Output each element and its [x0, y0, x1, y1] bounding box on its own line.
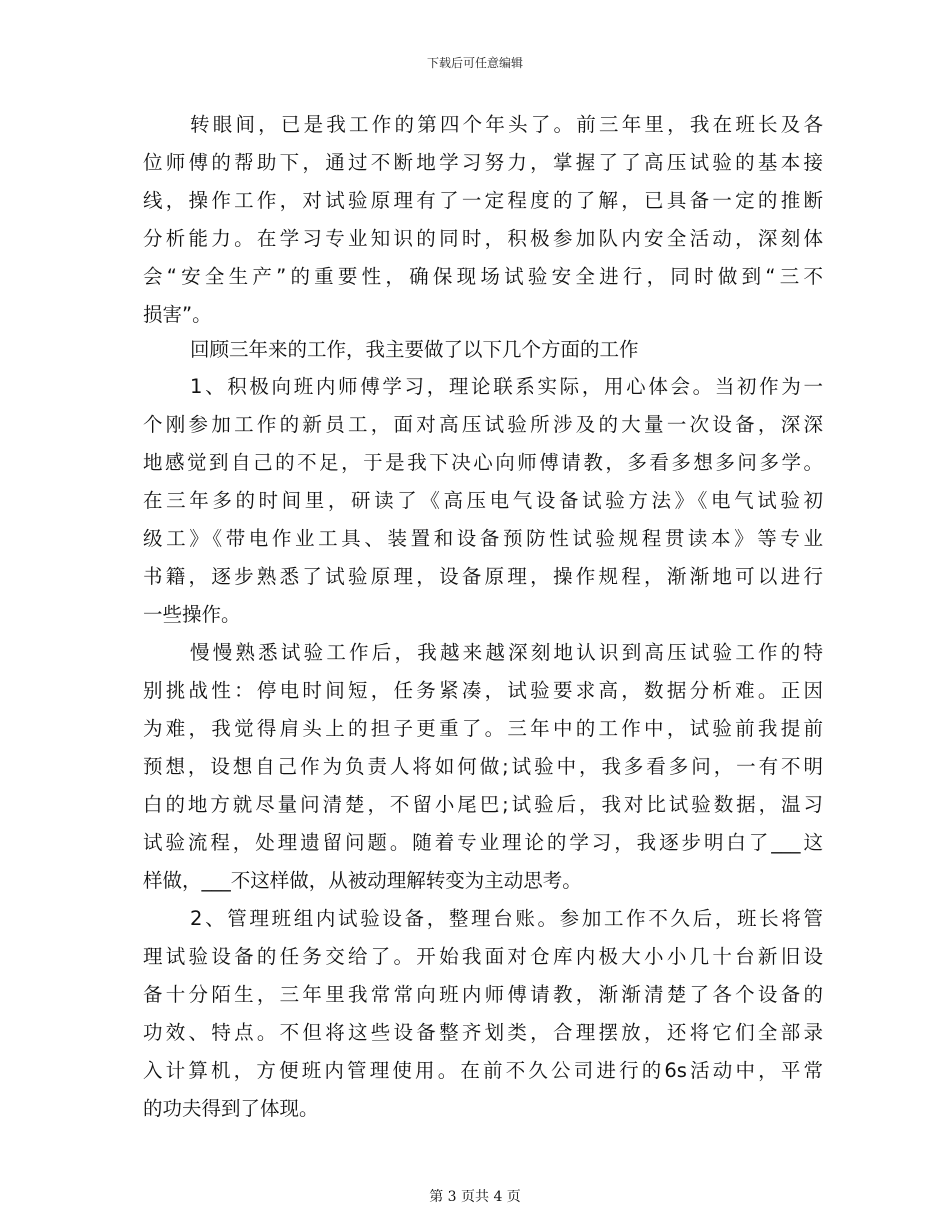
text-line: 试验流程，处理遗留问题。随着专业理论的学习，我逐步明白了___这	[143, 831, 823, 854]
text-line: 在三年多的时间里，研读了《高压电气设备试验方法》《电气试验初	[143, 489, 823, 512]
text-line: 功效、特点。不但将这些设备整齐划类，合理摆放，还将它们全部录	[143, 1021, 823, 1044]
text-line: 转眼间，已是我工作的第四个年头了。前三年里，我在班长及各	[190, 113, 823, 136]
text-line: 一些操作。	[143, 603, 241, 626]
text-line: 损害”。	[143, 303, 212, 326]
text-line: 线，操作工作，对试验原理有了一定程度的了解，已具备一定的推断	[143, 189, 823, 212]
text-line: 1、积极向班内师傅学习，理论联系实际，用心体会。当初作为一	[190, 375, 823, 398]
text-line: 备十分陌生，三年里我常常向班内师傅请教，渐渐清楚了各个设备的	[143, 983, 823, 1006]
text-line: 书籍，逐步熟悉了试验原理，设备原理，操作规程，渐渐地可以进行	[143, 565, 823, 588]
page-header: 下载后可任意编辑	[426, 56, 523, 70]
text-line: 理试验设备的任务交给了。开始我面对仓库内极大小小几十台新旧设	[143, 945, 823, 968]
text-line: 地感觉到自己的不足，于是我下决心向师傅请教，多看多想多问多学。	[143, 451, 823, 474]
text-line: 级工》《带电作业工具、装置和设备预防性试验规程贯读本》等专业	[143, 527, 823, 550]
page-footer: 第 3 页共 4 页	[429, 1189, 521, 1205]
text-line: 白的地方就尽量问清楚，不留小尾巴;试验后，我对比试验数据，温习	[143, 793, 823, 816]
text-line: 慢慢熟悉试验工作后，我越来越深刻地认识到高压试验工作的特	[190, 641, 823, 664]
text-line: 样做，___不这样做，从被动理解转变为主动思考。	[143, 869, 582, 892]
text-line: 回顾三年来的工作，我主要做了以下几个方面的工作	[190, 338, 639, 361]
text-line: 入计算机，方便班内管理使用。在前不久公司进行的6s活动中，平常	[143, 1059, 823, 1082]
text-line: 2、管理班组内试验设备，整理台账。参加工作不久后，班长将管	[190, 907, 823, 930]
text-line: 分析能力。在学习专业知识的同时，积极参加队内安全活动，深刻体	[143, 227, 823, 250]
text-line: 为难，我觉得肩头上的担子更重了。三年中的工作中，试验前我提前	[143, 717, 823, 740]
text-line: 位师傅的帮助下，通过不断地学习努力，掌握了了高压试验的基本接	[143, 151, 823, 174]
text-line: 预想，设想自己作为负责人将如何做;试验中，我多看多问，一有不明	[143, 755, 823, 778]
text-line: 别挑战性：停电时间短，任务紧凑，试验要求高，数据分析难。正因	[143, 679, 823, 702]
text-line: 的功夫得到了体现。	[143, 1097, 319, 1120]
text-line: 会“安全生产”的重要性，确保现场试验安全进行，同时做到“三不	[143, 265, 823, 288]
text-line: 个刚参加工作的新员工，面对高压试验所涉及的大量一次设备，深深	[143, 413, 823, 436]
